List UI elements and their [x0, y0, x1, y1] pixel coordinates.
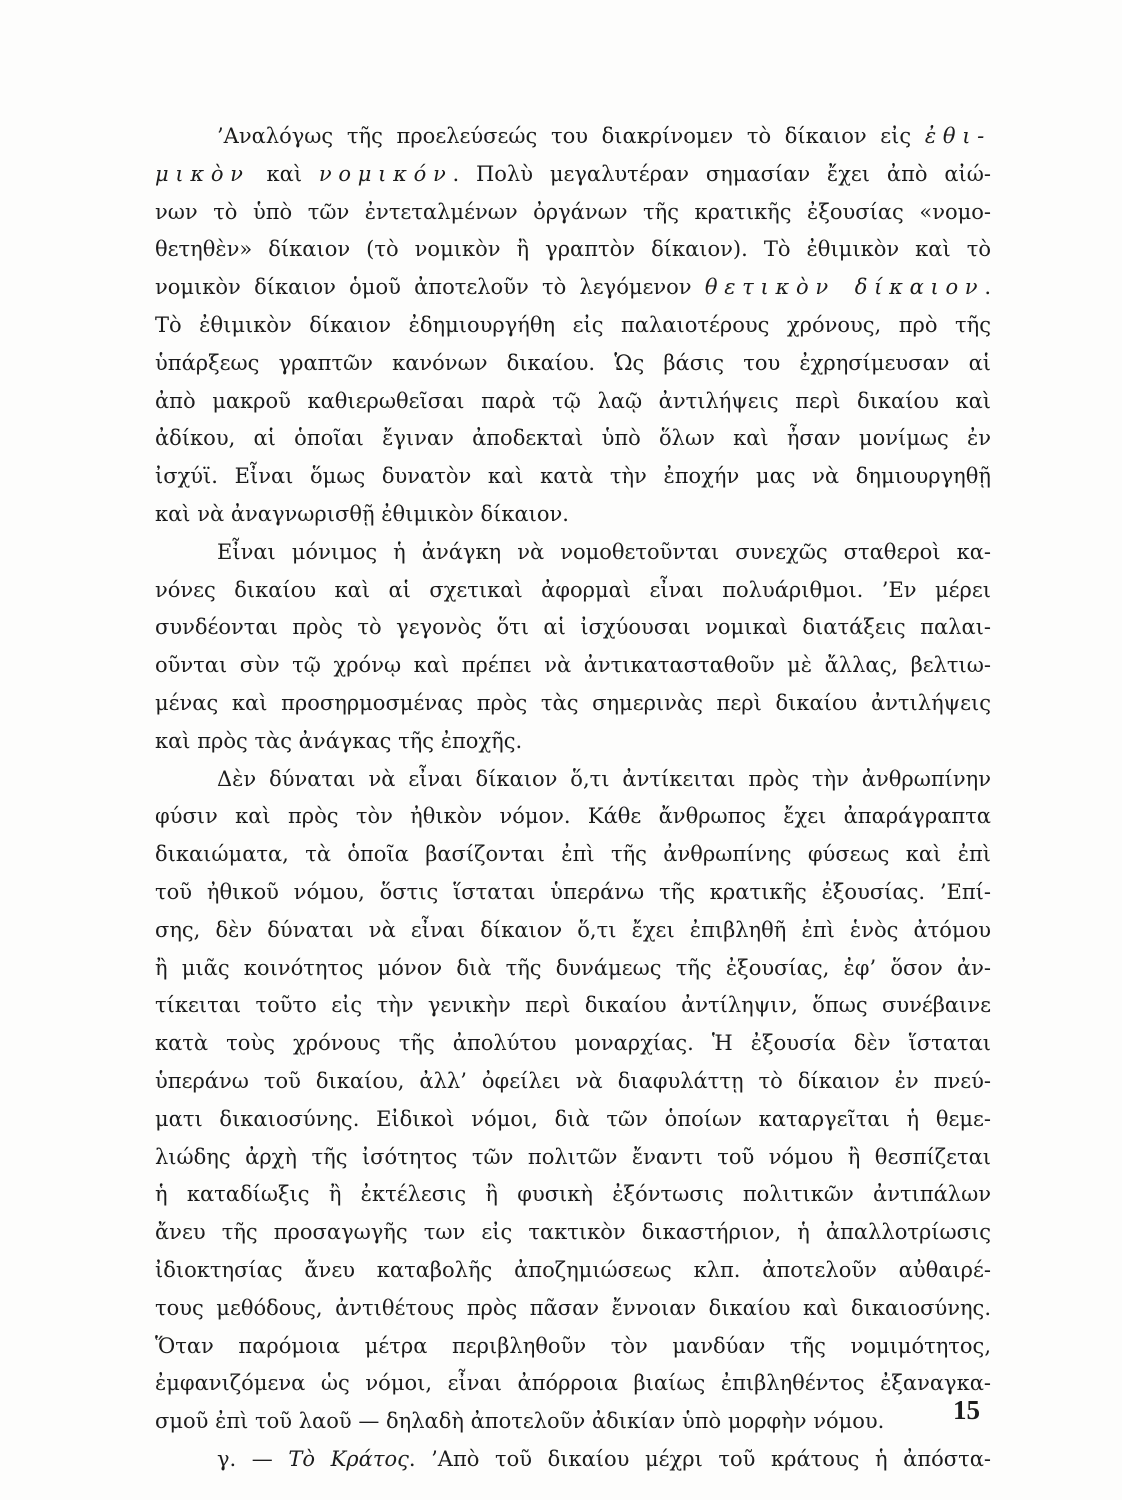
paragraph-2-line-5: μένας καὶ προσηρμοσμένας πρὸς τὰς σημερινὰς περὶ δικαίου ἀντιλήψεις	[155, 690, 991, 715]
paragraph-3-line-7: τίκειται τοῦτο εἰς τὴν γενικὴν περὶ δικαίου ἀντίληψιν, ὅπως συνέβαινε	[155, 993, 991, 1018]
paragraph-3-line-3: δικαιώματα, τὰ ὁποῖα βασίζονται ἐπὶ τῆς ἀνθρωπίνης φύσεως καὶ ἐπὶ	[155, 842, 991, 867]
paragraph-1-line-1	[155, 118, 991, 156]
paragraph-3-line-13: ἄνευ τῆς προσαγωγῆς των εἰς τακτικὸν δικαστήριον, ἡ ἀπαλλοτρίωσις	[155, 1220, 991, 1245]
paragraph-3-line-1: Δὲν δύναται νὰ εἶναι δίκαιον ὅ,τι ἀντίκειται πρὸς τὴν ἀνθρωπίνην	[217, 766, 991, 791]
paragraph-3-line-16: Ὅταν παρόμοια μέτρα περιβληθοῦν τὸν μανδύαν τῆς νομιμότητος,	[155, 1333, 991, 1358]
paragraph-2-line-6: καὶ πρὸς τὰς ἀνάγκας τῆς ἐποχῆς.	[155, 728, 523, 753]
paragraph-3-line-12: ἡ καταδίωξις ἢ ἐκτέλεσις ἢ φυσικὴ ἐξόντωσις πολιτικῶν ἀντιπάλων	[155, 1182, 991, 1207]
paragraph-1-line-9: ἀδίκου, αἱ ὁποῖαι ἔγιναν ἀποδεκταὶ ὑπὸ ὅλων καὶ ἦσαν μονίμως ἐν	[155, 426, 991, 451]
paragraph-1-line-2	[155, 156, 991, 194]
section-heading: Τὸ Κράτος	[288, 1446, 409, 1471]
text-run: .	[984, 275, 991, 300]
paragraph-3-line-10: ματι δικαιοσύνης. Εἰδικοὶ νόμοι, διὰ τῶν ὁποίων καταργεῖται ἡ θεμε-	[155, 1106, 991, 1131]
text-run: ’Αναλόγως τῆς προελεύσεώς του διακρίνομεν τὸ δίκαιον εἰς	[217, 124, 925, 148]
paragraph-1-line-10: ἰσχύϊ. Εἶναι ὅμως δυνατὸν καὶ κατὰ τὴν ἐποχήν μας νὰ δημιουργηθῇ	[155, 464, 991, 489]
paragraph-1-line-8: ἀπὸ μακροῦ καθιερωθεῖσαι παρὰ τῷ λαῷ ἀντιλήψεις περὶ δικαίου καὶ	[155, 388, 991, 413]
spaced-term: ἐθι-	[924, 124, 991, 148]
paragraph-1-line-5	[155, 269, 991, 307]
paragraph-1-line-3: νων τὸ ὑπὸ τῶν ἐντεταλμένων ὀργάνων τῆς κρατικῆς ἐξουσίας «νομο-	[155, 199, 991, 224]
paragraph-1-line-7: ὑπάρξεως γραπτῶν κανόνων δικαίου. Ὡς βάσις του ἐχρησίμευσαν αἱ	[155, 350, 991, 375]
paragraph-1-line-6: Τὸ ἐθιμικὸν δίκαιον ἐδημιουργήθη εἰς παλαιοτέρους χρόνους, πρὸ τῆς	[155, 312, 991, 337]
paragraph-3-line-18: σμοῦ ἐπὶ τοῦ λαοῦ — δηλαδὴ ἀποτελοῦν ἀδικίαν ὑπὸ μορφὴν νόμου.	[155, 1409, 885, 1434]
paragraph-2-line-1: Εἶναι μόνιμος ἡ ἀνάγκη νὰ νομοθετοῦνται συνεχῶς σταθεροὶ κα-	[217, 539, 991, 564]
paragraph-2-line-2: νόνες δικαίου καὶ αἱ σχετικαὶ ἀφορμαὶ εἶναι πολυάριθμοι. ’Εν μέρει	[155, 577, 991, 602]
paragraph-3-line-5: σης, δὲν δύναται νὰ εἶναι δίκαιον ὅ,τι ἔχει ἐπιβληθῆ ἐπὶ ἑνὸς ἀτόμου	[155, 917, 991, 942]
paragraph-3-line-11: λιώδης ἀρχὴ τῆς ἰσότητος τῶν πολιτῶν ἔναντι τοῦ νόμου ἢ θεσπίζεται	[155, 1144, 991, 1169]
section-prefix: γ. —	[217, 1446, 289, 1471]
paragraph-3-line-9: ὑπεράνω τοῦ δικαίου, ἀλλ’ ὀφείλει νὰ διαφυλάττῃ τὸ δίκαιον ἐν πνεύ-	[155, 1068, 991, 1093]
paragraph-3-line-14: ἰδιοκτησίας ἄνευ καταβολῆς ἀποζημιώσεως κλπ. ἀποτελοῦν αὐθαιρέ-	[155, 1257, 991, 1282]
paragraph-3-line-6: ἢ μιᾶς κοινότητος μόνον διὰ τῆς δυνάμεως τῆς ἐξουσίας, ἐφ’ ὅσον ἀν-	[155, 955, 991, 980]
paragraph-2-line-3: συνδέονται πρὸς τὸ γεγονὸς ὅτι αἱ ἰσχύουσαι νομικαὶ διατάξεις παλαι-	[155, 615, 991, 640]
paragraph-3-line-15: τους μεθόδους, ἀντιθέτους πρὸς πᾶσαν ἔννοιαν δικαίου καὶ δικαιοσύνης.	[155, 1295, 991, 1320]
spaced-term: μικὸν	[155, 161, 250, 186]
paragraph-2-line-4: οῦνται σὺν τῷ χρόνῳ καὶ πρέπει νὰ ἀντικατασταθοῦν μὲ ἄλλας, βελτιω-	[155, 653, 991, 678]
paragraph-1-line-11: καὶ νὰ ἀναγνωρισθῇ ἐθιμικὸν δίκαιον.	[155, 501, 569, 526]
body-text	[155, 118, 991, 1479]
section-heading-line	[155, 1441, 991, 1479]
paragraph-3-line-8: κατὰ τοὺς χρόνους τῆς ἀπολύτου μοναρχίας. Ἡ ἐξουσία δὲν ἵσταται	[155, 1031, 991, 1056]
spaced-term: νομικόν	[318, 161, 453, 186]
text-run: . ’Απὸ τοῦ δικαίου μέχρι τοῦ κράτους ἡ ἀπόστα-	[408, 1446, 991, 1471]
page-number: 15	[953, 1395, 980, 1425]
paragraph-3-line-4: τοῦ ἠθικοῦ νόμου, ὅστις ἵσταται ὑπεράνω τῆς κρατικῆς ἐξουσίας. ’Επί-	[155, 879, 991, 904]
paragraph-3-line-17: ἐμφανιζόμενα ὡς νόμοι, εἶναι ἀπόρροια βιαίως ἐπιβληθέντος ἐξαναγκα-	[155, 1371, 991, 1396]
spaced-term: θετικὸν δίκαιον	[704, 275, 985, 300]
text-run: καὶ	[249, 161, 319, 186]
paragraph-1-line-4: θετηθὲν» δίκαιον (τὸ νομικὸν ἢ γραπτὸν δίκαιον). Τὸ ἐθιμικὸν καὶ τὸ	[155, 237, 991, 262]
paragraph-3-line-2: φύσιν καὶ πρὸς τὸν ἠθικὸν νόμον. Κάθε ἄνθρωπος ἔχει ἀπαράγραπτα	[155, 804, 991, 829]
text-run: . Πολὺ μεγαλυτέραν σημασίαν ἔχει ἀπὸ αἰώ-	[452, 161, 991, 186]
text-run: νομικὸν δίκαιον ὁμοῦ ἀποτελοῦν τὸ λεγόμενον	[155, 275, 705, 300]
